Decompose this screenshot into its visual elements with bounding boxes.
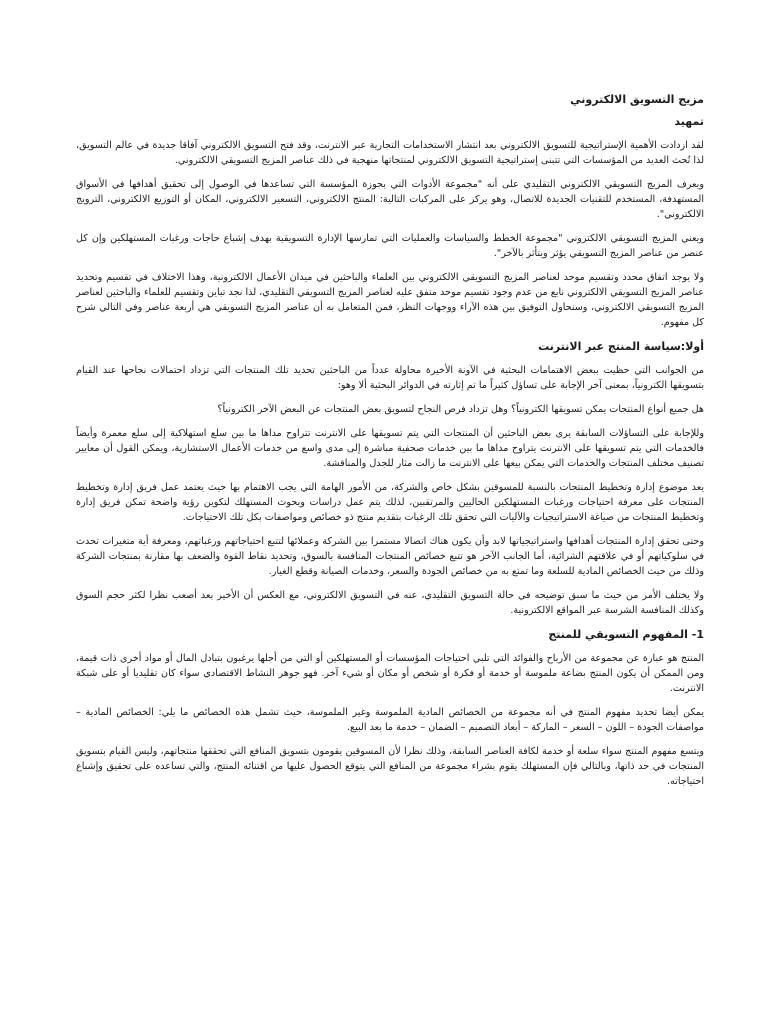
intro-paragraph: لقد ازدادت الأهمية الإستراتيجية للتسويق الالكتروني بعد انتشار الاستخدامات التجارية عبر الانترنت، وقد فتح التسويق الالكتروني آفاقا جديدة في عالم التسويق، لذا تُحث العديد من المؤسسات التي تتبنى إستراتيجية التسويق الالكتروني لمنتجاتها منهجية في ذلك عناصر المزيج التسويقي الالكتروني. — [76, 140, 704, 166]
intro-heading: تمهيد — [674, 115, 704, 128]
intro-paragraph: ويعني المزيج التسويقي الالكتروني "مجموعة الخطط والسياسات والعمليات التي تمارسها الإدارة التسويقية بهدف إشباع حاجات ورغبات المستهلكين وإن كل عنصر من عناصر المزيج التسويقي يؤثر ويتأثر بالآخر". — [76, 233, 704, 259]
section-1-paragraph: هل جميع أنواع المنتجات يمكن تسويقها الكترونياً؟ وهل تزداد فرص النجاح لتسويق بعض المنتجات عن البعض الآخر الكترونياً؟ — [217, 404, 704, 415]
section-1-heading: أولا:سياسة المنتج عبر الانترنت — [538, 340, 704, 353]
section-2-paragraph: المنتج هو عبارة عن مجموعة من الأرباح والفوائد التي تلبي احتياجات المؤسسات أو المستهلكين أو التي من أجلها يرغبون بتبادل المال أو مواد أخرى ذات قيمة، ومن الممكن أن يكون المنتج بضاعة ملموسة أو خدمة أو فكرة أو شخص أو مكان أو شيء آخر. فهو جوهر النشاط الاقتصادي سواء كان تقليديا أو على شبكة الانترنت. — [76, 653, 704, 694]
section-1-paragraph: يعد موضوع إدارة وتخطيط المنتجات بالنسبة للمسوقين بشكل خاص والشركة، من الأمور الهامة التي يجب الاهتمام بها حيث يعتمد عمل فريق إدارة وتخطيط المنتجات على معرفة احتياجات ورغبات المستهلكين الحاليين والمرتقبين، لذلك يتم عمل دراسات وبحوث المستهلك لتكوين رؤية واضحة تمكن فريق إدارة وتخطيط المنتجات من صياغة الاستراتيجيات والآليات التي تحقق تلك الرغبات بتقديم منتج ذو خصائص ومواصفات بكل تلك الاحتياجات. — [76, 482, 704, 523]
section-2-paragraph: ويتسع مفهوم المنتج سواء سلعة أو خدمة لكافة العناصر السابقة، وذلك نظرا لأن المسوقين يقومون بتسويق المنافع التي تحققها منتجاتهم، وليس القيام بتسويق المنتجات في حد ذاتها، وبالتالي فإن المستهلك يقوم بشراء مجموعة من المنافع التي يتوقع الحصول عليها من اقتنائه المنتج، والتي تساعده على تحقيق وإشباع احتياجاته. — [76, 746, 704, 787]
section-1-paragraph: من الجوانب التي حظيت ببعض الاهتمامات البحثية في الآونة الأخيرة محاولة عدداً من الباحثين تحديد تلك المنتجات التي تزداد احتمالات نجاحها عند القيام بتسويقها الكترونياً، بمعنى آخر الإجابة على تساؤل كثيراً ما تم إثارته في الدوائر البحثية ألا وهو: — [76, 365, 704, 391]
document-page — [76, 92, 704, 798]
intro-paragraph: ولا يوجد اتفاق محدد وتقسيم موحد لعناصر المزيج التسويقي الالكتروني بين العلماء والباحثين في ميدان الأعمال الالكترونية، وهذا الاختلاف في تقسيم وتحديد عناصر المزيج التسويقي الالكتروني نابع من عدم وجود تقسيم موحد متفق عليه لعناصر المزيج التسويقي التقليدي، لذا نجد تباين وتقسيم للعلماء والباحثين لعناصر المزيج التسويقي الالكتروني، وسنحاول التوفيق بين هذه الآراء ووجهات النظر، فمن المتعامل به أن عناصر المزيج التسويقي هي أربعة عناصر وفي التالي شرح كل مفهوم. — [76, 272, 704, 328]
section-1-paragraph: ولا يختلف الأمر من حيث ما سبق توضيحه في حالة التسويق التقليدي، عنه في التسويق الالكتروني، مع العكس أن الأخير بعد أصعب نظرا لكثر حجم السوق وكذلك المنافسة الشرسة عبر المواقع الالكترونية. — [76, 590, 704, 616]
intro-paragraph: ويعرف المزيج التسويقي الالكتروني التقليدي على أنه "مجموعة الأدوات التي بحوزة المؤسسة التي تساعدها في الوصول إلى تحقيق أهدافها في الأسواق المستهدفة، المستخدم للتقنيات الجديدة للاتصال، وهو يركز على المركبات التالية: المنتج الالكتروني، التسعير الالكتروني، المكان أو التوزيع الالكتروني، الترويج الالكتروني". — [76, 179, 704, 220]
section-1-paragraph: وحتى تحقق إدارة المنتجات أهدافها واستراتيجياتها لابد وأن يكون هناك اتصالا مستمرا بين الشركة وعملائها لتتبع احتياجاتهم ورغباتهم، ومعرفة أية متغيرات تحدث في سلوكياتهم أو في علاقتهم الشرائية، أما الجانب الآخر هو تتبع خصائص المنتجات المنافسة بالسوق، وتحديد نقاط القوة والضعف بها مقارنة بمنتجات الشركة وذلك من حيث الخصائص المادية للسلعة وما تمتع به من خصائص الجودة والسعر، وخدمات الصيانة وقطع الغيار. — [76, 536, 704, 577]
section-2-paragraph: يمكن أيضا تحديد مفهوم المنتج في أنه مجموعة من الخصائص المادية الملموسة وغير الملموسة، حيث تشمل هذه الخصائص ما يلي: الخصائص المادية – مواصفات الجودة – اللون – السعر – الماركة – أبعاد التصميم – الضمان – خدمة ما بعد البيع. — [76, 707, 704, 733]
section-2-heading: 1- المفهوم التسويقي للمنتج — [548, 628, 704, 641]
document-title: مزيج التسويق الالكتروني — [570, 93, 704, 106]
section-1-paragraph: وللإجابة على التساؤلات السابقة يرى بعض الباحثين أن المنتجات التي يتم تسويقها على الانترنت تتراوح مداها ما بين سلع استهلاكية إلى سلع معمرة وأيضاً فالخدمات التي يتم تسويقها على الانترنت يتراوح مداها ما بين خدمات صحفية مباشرة إلى مدى واسع من خدمات الأعمال الاستشارية، ويمكن القول أن معايير تصنيف مختلف المنتجات والخدمات التي يمكن بيعها على الانترنت ما زالت مثار للجدل والمناقشة. — [76, 428, 704, 469]
